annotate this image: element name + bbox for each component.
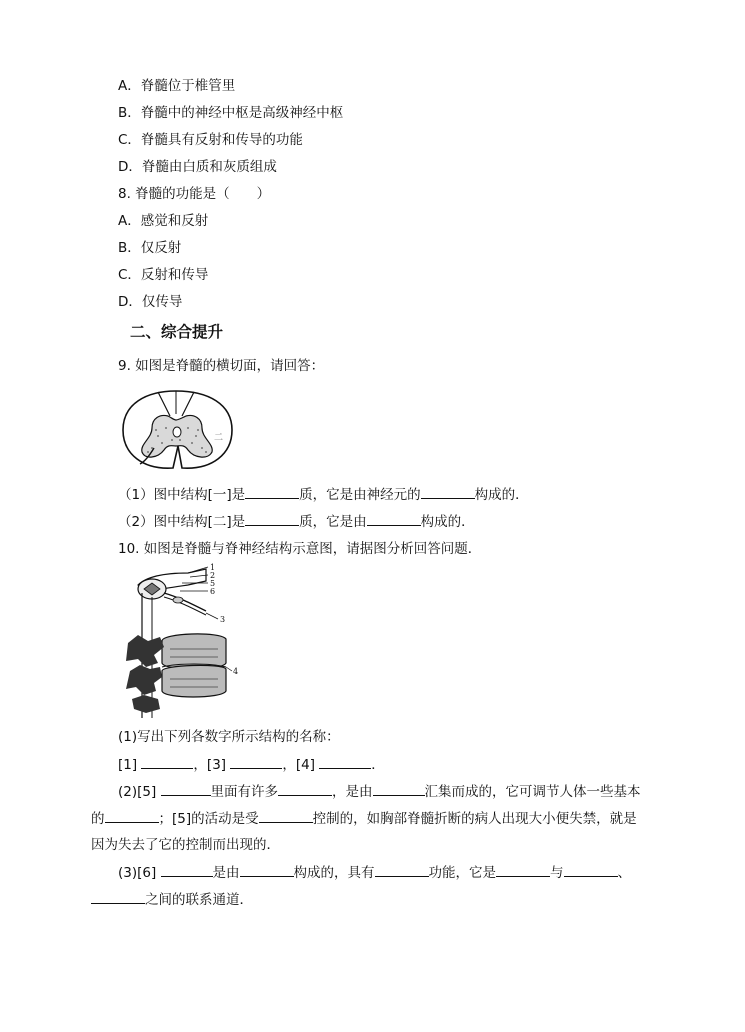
answer-blank[interactable] [367, 512, 421, 526]
q10-part1-blanks [118, 755, 385, 774]
answer-blank[interactable] [319, 755, 371, 769]
figure-label-2: 2 [210, 571, 216, 580]
q7-option-d: D．脊髓由白质和灰质组成 [118, 159, 277, 175]
q8-option-a: A．感觉和反射 [118, 213, 209, 229]
q10-part2-line1 [118, 782, 641, 801]
answer-blank[interactable] [105, 809, 159, 823]
spinal-cord-cross-section-figure [118, 388, 238, 473]
figure-label-5: 5 [210, 579, 216, 588]
q10-part2-line2 [91, 809, 637, 828]
q8-option-d: D．仅传导 [118, 294, 183, 310]
q9-sub1-text-b: 质，它是由神经元的 [299, 487, 421, 503]
q10-p3-f: 、 [617, 865, 632, 881]
answer-blank[interactable] [161, 782, 211, 796]
q10-p1-label-1: [1] [118, 757, 138, 773]
answer-blank[interactable] [278, 782, 332, 796]
q10-p3-g: 之间的联系通道． [145, 892, 253, 908]
q10-p2-e: 的 [91, 811, 105, 827]
q7-option-a: A．脊髓位于椎管里 [118, 78, 236, 94]
q8-option-b: B．仅反射 [118, 240, 182, 256]
answer-blank[interactable] [141, 755, 193, 769]
q9-sub1-text-a: （1）图中结构[一]是 [118, 487, 246, 503]
q8-option-c: C．反射和传导 [118, 267, 209, 283]
answer-blank[interactable] [245, 512, 299, 526]
figure-label-3: 3 [220, 615, 226, 624]
q10-p2-g: 控制的，如胸部脊髓折断的病人出现大小便失禁，就是 [312, 811, 637, 827]
q9-sub2-text-a: （2）图中结构[二]是 [118, 514, 246, 530]
section-heading: 二、综合提升 [130, 322, 224, 341]
q10-p3-e: 与 [550, 865, 564, 881]
q9-stem: 9. 如图是脊髓的横切面，请回答： [118, 358, 325, 374]
q9-sub2 [118, 512, 475, 531]
answer-blank[interactable] [375, 863, 429, 877]
q10-part3-line1 [118, 863, 631, 882]
q9-sub1 [118, 485, 529, 504]
q10-p2-d: 汇集而成的，它可调节人体一些基本 [424, 784, 641, 800]
q10-p2-f: ；[5]的活动是受 [158, 811, 259, 827]
q10-p1-label-4: ，[4] [282, 757, 315, 773]
q10-p2-a: (2)[5] [118, 784, 157, 800]
q10-p2-b: 里面有许多 [210, 784, 279, 800]
q10-stem: 10. 如图是脊髓与脊神经结构示意图，请据图分析回答问题． [118, 541, 482, 557]
q10-part1-prompt: (1)写出下列各数字所示结构的名称： [118, 729, 340, 745]
q10-part2-line3: 因为失去了它的控制而出现的． [91, 837, 280, 853]
q9-sub2-text-c: 构成的． [420, 514, 475, 530]
q7-option-b: B．脊髓中的神经中枢是高级神经中枢 [118, 105, 344, 121]
q10-p3-a: (3)[6] [118, 865, 157, 881]
answer-blank[interactable] [161, 863, 213, 877]
q10-p1-label-3: ，[3] [193, 757, 227, 773]
q9-sub1-text-c: 构成的． [474, 487, 529, 503]
q8-stem: 8. 脊髓的功能是（ ） [118, 186, 271, 202]
q10-p3-d: 功能，它是 [428, 865, 497, 881]
q10-p3-b: 是由 [212, 865, 240, 881]
figure-label-6: 6 [210, 587, 216, 596]
q10-p2-c: ，是由 [332, 784, 373, 800]
q9-sub2-text-b: 质，它是由 [299, 514, 367, 530]
answer-blank[interactable] [259, 809, 313, 823]
q10-part3-line2 [91, 890, 253, 909]
answer-blank[interactable] [421, 485, 475, 499]
q10-p1-end: ． [371, 757, 385, 773]
figure-label-er: 二 [214, 433, 224, 443]
answer-blank[interactable] [496, 863, 550, 877]
answer-blank[interactable] [91, 890, 145, 904]
q7-option-c: C．脊髓具有反射和传导的功能 [118, 132, 303, 148]
q10-p3-c: 构成的，具有 [293, 865, 375, 881]
figure-label-1: 1 [210, 563, 216, 572]
answer-blank[interactable] [373, 782, 425, 796]
figure-label-4: 4 [233, 667, 239, 676]
answer-blank[interactable] [240, 863, 294, 877]
answer-blank[interactable] [245, 485, 299, 499]
spinal-nerve-structure-figure [118, 563, 243, 720]
answer-blank[interactable] [230, 755, 282, 769]
answer-blank[interactable] [564, 863, 618, 877]
